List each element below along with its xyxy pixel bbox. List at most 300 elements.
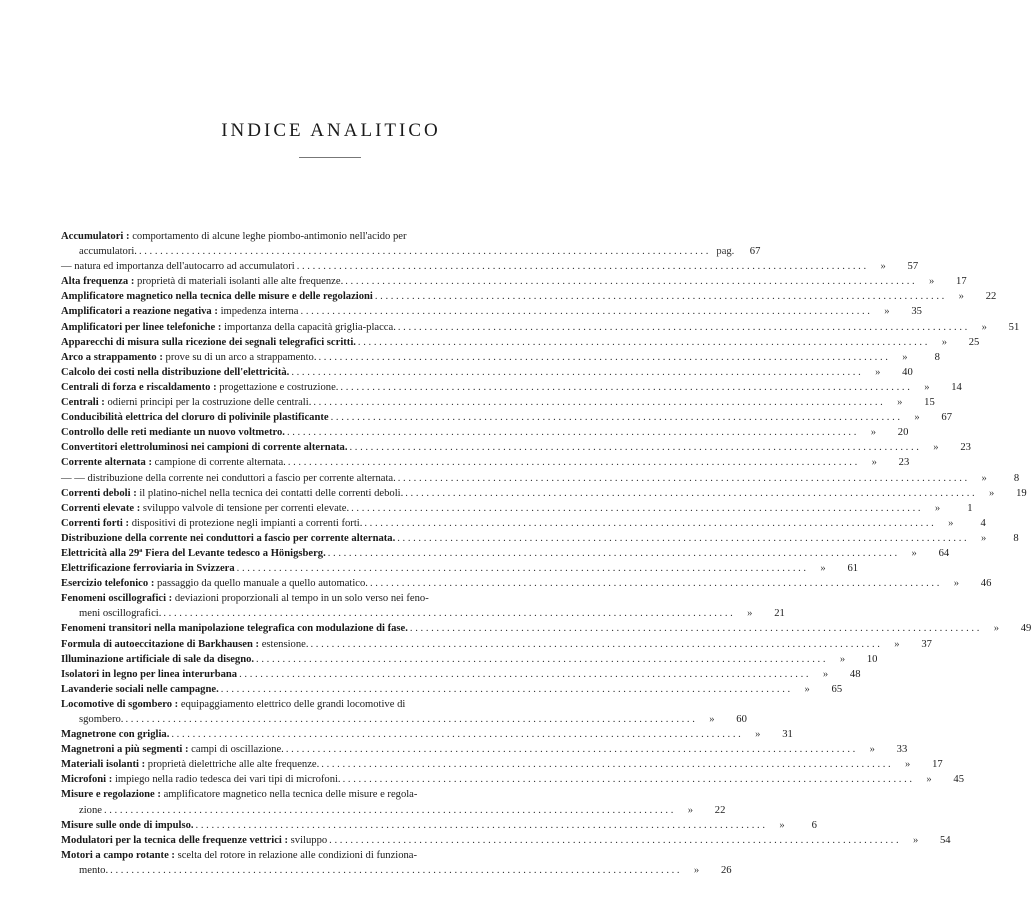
- page-marker: »: [884, 306, 890, 318]
- entry-line: [61, 727, 793, 742]
- page-number: 6: [811, 819, 817, 831]
- entry-continuation: meni oscillografici.: [79, 608, 162, 620]
- page-marker: »: [941, 336, 947, 348]
- entry-description: equipaggiamento elettrico delle grandi locomotive di: [178, 698, 406, 710]
- page-marker: »: [820, 563, 826, 575]
- entry-text: [61, 561, 235, 576]
- page-marker: »: [914, 412, 920, 424]
- leader-dots: [343, 274, 916, 289]
- entry-text: [61, 289, 373, 304]
- page-number: 45: [953, 774, 965, 786]
- page-marker: »: [911, 547, 917, 559]
- index-entry: [61, 335, 980, 350]
- page-number: 35: [911, 306, 922, 318]
- entry-line: [61, 757, 943, 772]
- page-marker: »: [779, 819, 785, 831]
- page-number: 60: [736, 714, 747, 725]
- entry-heading: Misure e regolazione :: [61, 789, 161, 801]
- entry-heading: Arco a strappamento :: [61, 351, 163, 363]
- page-marker: »: [993, 623, 999, 635]
- leader-dots: [286, 455, 859, 470]
- page-marker: »: [924, 381, 930, 393]
- page-number: 48: [849, 668, 861, 680]
- entry-line: [61, 621, 1031, 636]
- entry-heading: Lavanderie sociali nelle campagne.: [61, 683, 219, 695]
- entry-heading: Controllo delle reti mediante un nuovo voltmetro.: [61, 427, 285, 439]
- entry-continuation: mento.: [79, 864, 109, 876]
- entry-line: [61, 772, 965, 787]
- leader-dots: [329, 410, 902, 425]
- entry-text: [61, 697, 405, 712]
- index-entry: [61, 652, 878, 667]
- page-marker: »: [902, 351, 908, 363]
- entry-heading: Magnetrone con griglia.: [61, 729, 170, 741]
- entry-text: [61, 425, 285, 440]
- entry-description: comportamento di alcune leghe piombo-antimonio nell'acido per: [129, 231, 407, 242]
- entry-heading: Calcolo dei costi nella distribuzione dell'elettricità.: [61, 366, 290, 378]
- page-number: 31: [782, 729, 793, 741]
- entry-line: [61, 787, 597, 802]
- entry-heading: Isolatori in legno per linea interurbana: [61, 668, 238, 680]
- leader-dots: [326, 546, 899, 561]
- page-number: 33: [896, 744, 908, 756]
- leader-dots: [295, 259, 868, 274]
- leader-dots: [349, 501, 922, 516]
- entry-text: [61, 410, 329, 425]
- entry-line: [61, 682, 843, 697]
- leader-dots: [284, 742, 857, 757]
- entry-description: impiego nella radio tedesca dei vari tipi di microfoni.: [112, 774, 341, 786]
- entry-heading: Misure sulle onde di impulso.: [61, 819, 194, 831]
- index-entry: [61, 320, 1020, 335]
- page-marker: »: [912, 834, 919, 846]
- entry-text: [61, 486, 403, 501]
- entry-description: passaggio da quello manuale a quello automatico.: [154, 578, 368, 590]
- entry-line: [61, 637, 932, 652]
- index-entry: [61, 727, 793, 742]
- entry-text: [61, 471, 396, 486]
- entry-line: [61, 380, 962, 395]
- leader-dots: [316, 350, 889, 365]
- entry-text: [61, 787, 417, 802]
- entry-continuation: sgombero.: [79, 714, 124, 725]
- page-number: 67: [941, 412, 953, 424]
- leader-dots: [341, 772, 914, 787]
- index-entry: [61, 833, 951, 848]
- entry-text: [61, 637, 308, 652]
- entry-heading: Formula di autoeccitazione di Barkhausen :: [61, 638, 260, 650]
- leader-dots: [137, 244, 710, 259]
- entry-text: [61, 501, 349, 516]
- entry-heading: Amplificatori a reazione negativa :: [61, 306, 218, 318]
- leader-dots: [237, 667, 810, 682]
- entry-heading: Fenomeni oscillografici :: [61, 593, 173, 605]
- leader-dots: [403, 486, 976, 501]
- page-number: 17: [932, 759, 943, 771]
- entry-description: impedenza interna: [217, 306, 299, 318]
- page-number: 25: [968, 336, 980, 348]
- leader-dots: [285, 425, 858, 440]
- entry-line: [61, 803, 726, 818]
- page-marker: »: [981, 532, 987, 544]
- entry-heading: Corrente alternata :: [61, 457, 152, 469]
- index-entry: [61, 697, 747, 727]
- index-entry: [61, 531, 1019, 546]
- entry-text: [61, 818, 194, 833]
- entry-heading: Accumulatori :: [61, 231, 130, 242]
- index-entry: [61, 304, 922, 319]
- page-marker: »: [870, 427, 876, 439]
- entry-line: [61, 501, 973, 516]
- leader-dots: [194, 818, 767, 833]
- entry-continuation: zione: [79, 804, 102, 816]
- page-number: 22: [985, 291, 997, 303]
- index-entry: [61, 486, 1027, 501]
- entry-line: [61, 712, 747, 727]
- entry-line: [61, 848, 597, 863]
- leader-dots: [362, 516, 935, 531]
- entry-heading: Locomotive di sgombero :: [61, 698, 179, 710]
- entry-heading: Materiali isolanti :: [61, 759, 146, 771]
- index-entry: [61, 471, 1020, 486]
- index-entry: [61, 591, 785, 621]
- entry-description: campi di oscillazione.: [188, 744, 284, 756]
- entry-line: [61, 304, 922, 319]
- index-entry: [61, 229, 761, 259]
- entry-text: [61, 365, 289, 380]
- index-entry: [61, 440, 971, 455]
- page-marker: »: [709, 714, 715, 725]
- page-number: 57: [907, 261, 919, 273]
- entry-heading: Centrali :: [61, 397, 105, 409]
- entry-line: [61, 652, 878, 667]
- entry-description: scelta del rotore in relazione alle condizioni di funziona-: [174, 849, 418, 861]
- leader-dots: [319, 757, 892, 772]
- entry-text: [61, 682, 219, 697]
- entry-line: [61, 289, 997, 304]
- entry-heading: Magnetroni a più segmenti :: [61, 744, 189, 756]
- page-number: 10: [866, 653, 878, 665]
- entry-description: sviluppo valvole di tensione per correnti elevate.: [140, 502, 350, 514]
- index-entry: [61, 410, 953, 425]
- leader-dots: [299, 304, 872, 319]
- page-marker: »: [926, 774, 932, 786]
- entry-line: [61, 410, 953, 425]
- entry-heading: Esercizio telefonico :: [61, 578, 155, 590]
- page-number: 46: [980, 578, 992, 590]
- entry-text: [61, 833, 327, 848]
- entry-description: importanza della capacità griglia-placca.: [221, 321, 396, 333]
- entry-line: [61, 350, 940, 365]
- page-number: 40: [902, 366, 913, 378]
- page-number: 22: [714, 804, 726, 816]
- page-number: 23: [898, 457, 910, 469]
- page-marker: »: [953, 578, 959, 590]
- entry-heading: Correnti elevate :: [61, 502, 141, 514]
- entry-text: [61, 742, 284, 757]
- entry-line: [61, 455, 910, 470]
- entry-heading: Illuminazione artificiale di sale da disegno.: [61, 653, 255, 665]
- leader-dots: [408, 621, 981, 636]
- index-entry: [61, 682, 843, 697]
- page-marker: »: [747, 608, 753, 620]
- entry-description: deviazioni proporzionali al tempo in un solo verso nei feno-: [172, 593, 429, 605]
- entry-text: [61, 335, 356, 350]
- page-marker: »: [839, 653, 846, 665]
- page-marker: »: [875, 366, 881, 378]
- page-number: 26: [720, 864, 732, 876]
- page-number: 23: [960, 442, 971, 454]
- page-marker: »: [871, 457, 877, 469]
- page-number: 67: [749, 246, 761, 258]
- index-entry: [61, 667, 861, 682]
- page-marker: »: [948, 517, 954, 529]
- page-number: 15: [924, 397, 935, 409]
- entry-text: [61, 304, 299, 319]
- entry-line: [61, 425, 909, 440]
- leader-dots: [219, 682, 792, 697]
- entry-heading: Microfoni :: [61, 774, 113, 786]
- entry-text: [61, 576, 368, 591]
- page-number: 4: [980, 517, 986, 529]
- page-number: 61: [847, 563, 859, 575]
- index-entry: [61, 501, 973, 516]
- leader-dots: [123, 712, 696, 727]
- entry-line: [61, 591, 597, 606]
- index-entry: [61, 516, 986, 531]
- entry-text: [61, 516, 362, 531]
- entry-line: [61, 742, 908, 757]
- entry-description: proprietà dielettriche alle alte frequenze.: [145, 759, 320, 771]
- entry-heading: Convertitori elettroluminosi nei campioni di corrente alternata.: [61, 442, 348, 454]
- page-marker: »: [755, 729, 761, 741]
- page-number: 51: [1008, 321, 1020, 333]
- entry-text: [61, 848, 417, 863]
- entry-heading: Alta frequenza :: [61, 276, 135, 288]
- page-number: 65: [831, 683, 843, 695]
- page-marker: »: [989, 487, 995, 499]
- page-marker: »: [933, 442, 939, 454]
- index-entry: [61, 637, 932, 652]
- index-entry: [61, 425, 909, 440]
- entry-description: dispositivi di protezione negli impianti a correnti forti.: [129, 517, 363, 529]
- leader-dots: [373, 289, 946, 304]
- page-marker: »: [981, 321, 987, 333]
- entry-line: [61, 486, 1027, 501]
- entry-text: [61, 757, 319, 772]
- page-title: INDICE ANALITICO: [221, 120, 441, 141]
- entry-text: [61, 772, 341, 787]
- leader-dots: [102, 803, 675, 818]
- entry-description: progettazione e costruzione.: [216, 381, 339, 393]
- entry-line: [61, 440, 971, 455]
- page-marker: »: [687, 804, 694, 816]
- entry-heading: Conducibilità elettrica del cloruro di polivinile plastificante: [61, 412, 329, 424]
- entry-heading: Fenomeni transitori nella manipolazione telegrafica con modulazione di fase.: [61, 623, 408, 635]
- leader-dots: [161, 606, 734, 621]
- entry-description: — — distribuzione della corrente nei conduttori a fascio per corrente alternata.: [61, 472, 396, 484]
- entry-text: [61, 546, 326, 561]
- entry-line: [61, 546, 950, 561]
- entry-line: [61, 863, 732, 878]
- index-entry: [61, 380, 962, 395]
- entry-text: [61, 727, 169, 742]
- index-entry: [61, 772, 965, 787]
- leader-dots: [368, 576, 941, 591]
- leader-dots: [169, 727, 742, 742]
- entry-line: [61, 471, 1020, 486]
- page-number: 64: [938, 547, 950, 559]
- entry-heading: Centrali di forza e riscaldamento :: [61, 381, 217, 393]
- entry-heading: Apparecchi di misura sulla ricezione dei segnali telegrafici scritti.: [61, 336, 356, 348]
- index-entry: [61, 576, 992, 591]
- entry-continuation: accumulatori.: [79, 246, 137, 258]
- page-number: 19: [1016, 487, 1027, 499]
- entry-text: [61, 229, 407, 244]
- page-marker: »: [981, 472, 987, 484]
- leader-dots: [327, 833, 900, 848]
- leader-dots: [108, 863, 681, 878]
- entry-heading: Elettrificazione ferroviaria in Svizzera: [61, 563, 235, 575]
- entry-line: [61, 229, 597, 244]
- entry-heading: Modulatori per la tecnica delle frequenze vettrici :: [61, 834, 289, 846]
- entry-description: odierni principi per la costruzione delle centrali.: [104, 397, 312, 409]
- page-marker: »: [934, 502, 941, 514]
- entry-line: [61, 320, 1020, 335]
- entry-line: [61, 259, 919, 274]
- entry-text: [61, 455, 286, 470]
- entry-description: estensione.: [259, 638, 309, 650]
- entry-text: [61, 395, 311, 410]
- index-entry: [61, 395, 935, 410]
- page-marker: »: [894, 638, 900, 650]
- index-entry: [61, 350, 940, 365]
- index-list: [61, 229, 1031, 878]
- index-entry: [61, 289, 997, 304]
- page-number: 8: [934, 351, 940, 363]
- entry-line: [61, 561, 859, 576]
- entry-text: [61, 531, 395, 546]
- entry-line: [61, 833, 951, 848]
- entry-text: [61, 259, 295, 274]
- entry-line: [61, 244, 761, 259]
- entry-heading: Correnti forti :: [61, 517, 130, 529]
- entry-text: [61, 440, 347, 455]
- page-number: 1: [967, 502, 973, 514]
- entry-text: [61, 591, 429, 606]
- entry-heading: Motori a campo rotante :: [61, 849, 175, 861]
- entry-line: [61, 818, 817, 833]
- entry-heading: Amplificatore magnetico nella tecnica delle misure e delle regolazioni: [61, 291, 373, 303]
- leader-dots: [395, 531, 968, 546]
- index-entry: [61, 757, 943, 772]
- leader-dots: [396, 471, 969, 486]
- entry-line: [61, 335, 980, 350]
- index-entry: [61, 742, 908, 757]
- leader-dots: [347, 440, 920, 455]
- entry-line: [61, 576, 992, 591]
- leader-dots: [356, 335, 929, 350]
- leader-dots: [338, 380, 911, 395]
- index-entry: [61, 621, 1031, 636]
- page-marker: »: [928, 276, 935, 288]
- leader-dots: [235, 561, 808, 576]
- page-number: 49: [1020, 623, 1031, 635]
- entry-line: [61, 274, 967, 289]
- page-marker: »: [822, 668, 829, 680]
- leader-dots: [311, 395, 884, 410]
- index-entry: [61, 274, 967, 289]
- index-entry: [61, 455, 910, 470]
- index-entry: [61, 818, 817, 833]
- entry-heading: Correnti deboli :: [61, 487, 137, 499]
- page-number: 17: [956, 276, 967, 288]
- page-number: 8: [1013, 532, 1019, 544]
- leader-dots: [396, 320, 969, 335]
- page-number: 37: [921, 638, 932, 650]
- entry-text: [61, 652, 254, 667]
- entry-description: il platino-nichel nella tecnica dei contatti delle correnti deboli.: [136, 487, 404, 499]
- page-marker: pag.: [716, 246, 735, 258]
- page-marker: »: [897, 397, 903, 409]
- leader-dots: [308, 637, 881, 652]
- index-entry: [61, 259, 919, 274]
- entry-description: proprietà di materiali isolanti alle alte frequenze.: [134, 276, 344, 288]
- entry-description: campione di corrente alternata.: [152, 457, 286, 469]
- page-number: 21: [774, 608, 785, 620]
- entry-heading: Amplificatori per linee telefoniche :: [61, 321, 222, 333]
- index-entry: [61, 546, 950, 561]
- entry-description: sviluppo: [288, 834, 328, 846]
- entry-text: [61, 667, 237, 682]
- entry-heading: Elettricità alla 29ª Fiera del Levante tedesco a Hönigsberg.: [61, 547, 326, 559]
- entry-line: [61, 606, 785, 621]
- index-entry: [61, 365, 913, 380]
- index-entry: [61, 848, 732, 878]
- page-number: 14: [951, 381, 962, 393]
- page-marker: »: [693, 864, 700, 876]
- entry-line: [61, 667, 861, 682]
- page-marker: »: [958, 291, 964, 303]
- entry-description: prove su di un arco a strappamento.: [162, 351, 317, 363]
- entry-text: [61, 621, 408, 636]
- index-entry: [61, 561, 859, 576]
- entry-description: — natura ed importanza dell'autocarro ad accumulatori: [61, 261, 295, 273]
- page-number: 54: [940, 834, 951, 846]
- leader-dots: [254, 652, 827, 667]
- entry-line: [61, 516, 986, 531]
- title-rule: [299, 157, 361, 158]
- entry-line: [61, 365, 913, 380]
- index-entry: [61, 787, 726, 817]
- entry-line: [61, 531, 1019, 546]
- entry-text: [61, 350, 316, 365]
- page-number: 20: [897, 427, 909, 439]
- entry-text: [61, 380, 338, 395]
- page-marker: »: [869, 744, 875, 756]
- entry-text: [61, 274, 343, 289]
- page-marker: »: [880, 261, 886, 273]
- entry-description: amplificatore magnetico nella tecnica delle misure e regola-: [160, 789, 418, 801]
- entry-text: [61, 320, 396, 335]
- page-number: 8: [1013, 472, 1020, 484]
- page-marker: »: [905, 759, 911, 771]
- page-marker: »: [804, 683, 810, 695]
- entry-line: [61, 395, 935, 410]
- leader-dots: [289, 365, 862, 380]
- entry-line: [61, 697, 597, 712]
- entry-heading: Distribuzione della corrente nei conduttori a fascio per corrente alternata.: [61, 532, 396, 544]
